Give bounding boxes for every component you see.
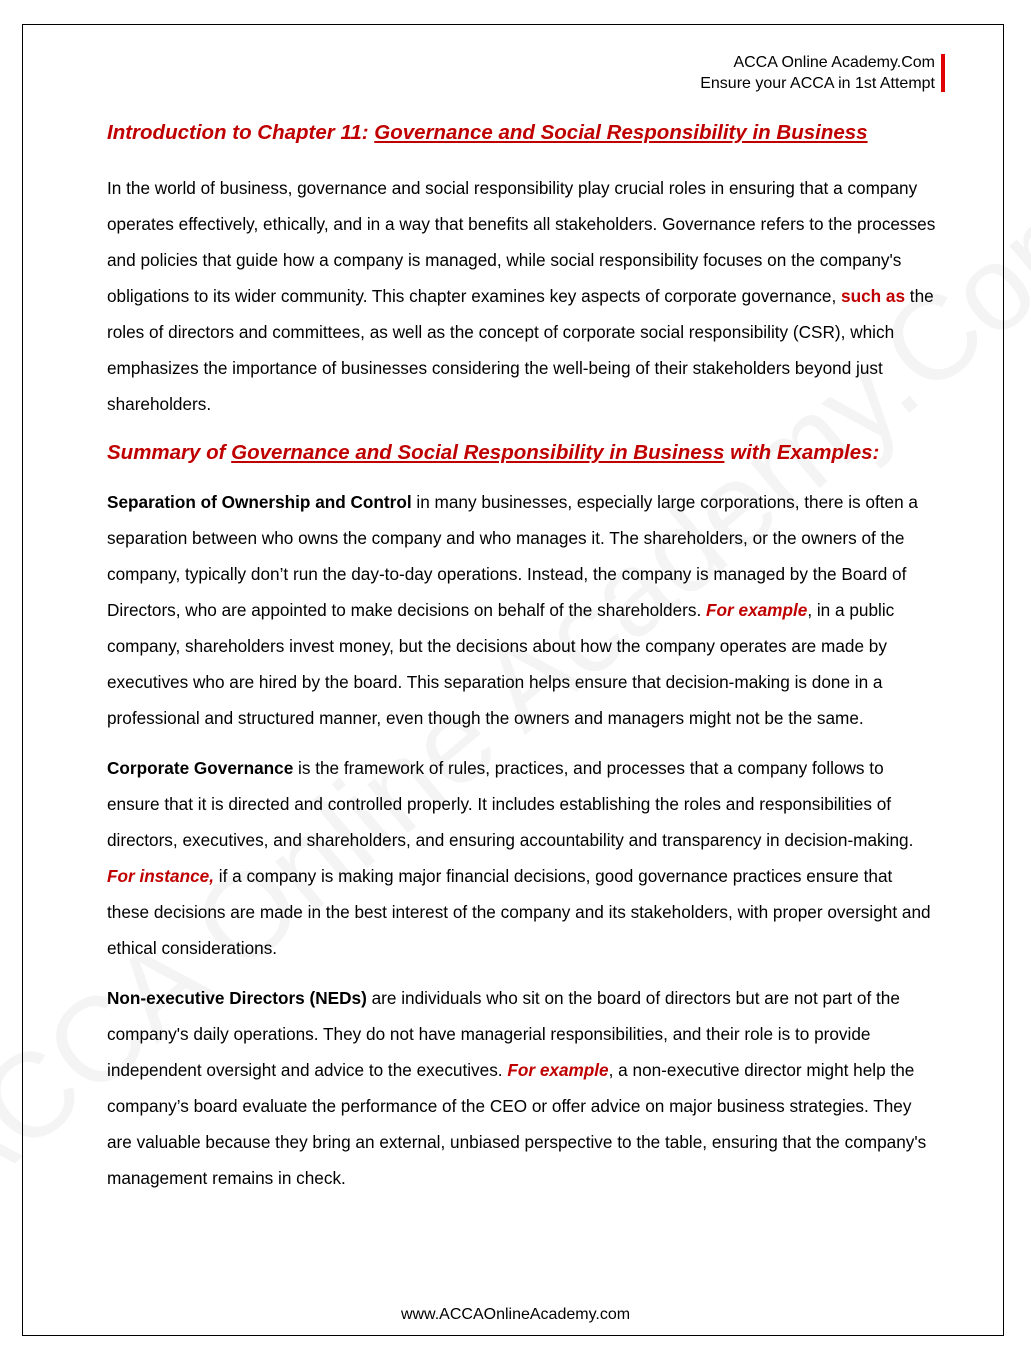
- intro-paragraph: [107, 170, 937, 422]
- section-term: Non-executive Directors (NEDs): [107, 988, 367, 1008]
- section-term: Corporate Governance: [107, 758, 294, 778]
- intro-heading: [107, 118, 937, 148]
- section-text-b: , in a public company, shareholders invest money, but the decisions about how the company operates are made by executives who are hired by the board. This separation helps ensure that decision-making is done in a professional and structured manner, even though the owners and managers might not be the same.: [107, 600, 895, 728]
- section-text-b: if a company is making major financial decisions, good governance practices ensure that these decisions are made in the best interest of the company and its stakeholders, with proper oversight and ethical considerations.: [107, 866, 931, 958]
- section-text-a: are individuals who sit on the board of directors but are not part of the company's daily operations. They do not have managerial responsibilities, and their role is to provide independent oversight and advice to the executives.: [107, 988, 900, 1080]
- section-non-executive-directors: [107, 980, 937, 1196]
- header-site-name: ACCA Online Academy.Com: [733, 54, 935, 71]
- section-text-a: is the framework of rules, practices, and processes that a company follows to ensure that it is directed and controlled properly. It includes establishing the roles and responsibilities of directors, executives, and shareholders, and ensuring accountability and transparency in decision-making.: [107, 758, 914, 850]
- example-label: For instance,: [107, 866, 214, 886]
- intro-heading-topic: Governance and Social Responsibility in Business: [374, 121, 868, 144]
- section-corporate-governance: [107, 750, 937, 966]
- section-text-a: in many businesses, especially large corporations, there is often a separation between who owns the company and who manages it. The shareholders, or the owners of the company, typically don’t run the day-to-day operations. Instead, the company is managed by the Board of Directors, who are appointed to make decisions on behalf of the shareholders.: [107, 492, 918, 620]
- footer-url: www.ACCAOnlineAcademy.com: [400, 1306, 631, 1323]
- intro-highlight: such as: [841, 286, 906, 306]
- header-tagline: Ensure your ACCA in 1st Attempt: [700, 75, 935, 92]
- summary-heading-prefix: Summary of: [107, 441, 232, 464]
- intro-heading-prefix: Introduction to Chapter 11:: [107, 121, 375, 144]
- section-term: Separation of Ownership and Control: [107, 492, 412, 512]
- intro-text-a: In the world of business, governance and social responsibility play crucial roles in ensuring that a company operates effectively, ethically, and in a way that benefits all stakeholders. Governance refers to the processes and policies that guide how a company is managed, while social responsibility focuses on the company's obligations to its wider community. This chapter examines key aspects of corporate governance,: [107, 178, 936, 306]
- example-label: For example: [706, 600, 808, 620]
- summary-heading: [107, 438, 937, 468]
- example-label: For example: [507, 1060, 609, 1080]
- summary-heading-suffix: with Examples:: [724, 441, 880, 464]
- section-text-b: , a non-executive director might help the company’s board evaluate the performance of the CEO or offer advice on major business strategies. They are valuable because they bring an external, unbiased perspective to the table, ensuring that the company's management remains in check.: [107, 1060, 927, 1188]
- page-header: [700, 52, 943, 94]
- document-body: [107, 118, 937, 1196]
- section-separation-of-ownership: [107, 484, 937, 736]
- intro-text-b: the roles of directors and committees, as well as the concept of corporate social responsibility (CSR), which emphasizes the importance of businesses considering the well-being of their stakeholders beyond just shareholders.: [107, 286, 934, 414]
- summary-heading-topic: Governance and Social Responsibility in Business: [231, 441, 725, 464]
